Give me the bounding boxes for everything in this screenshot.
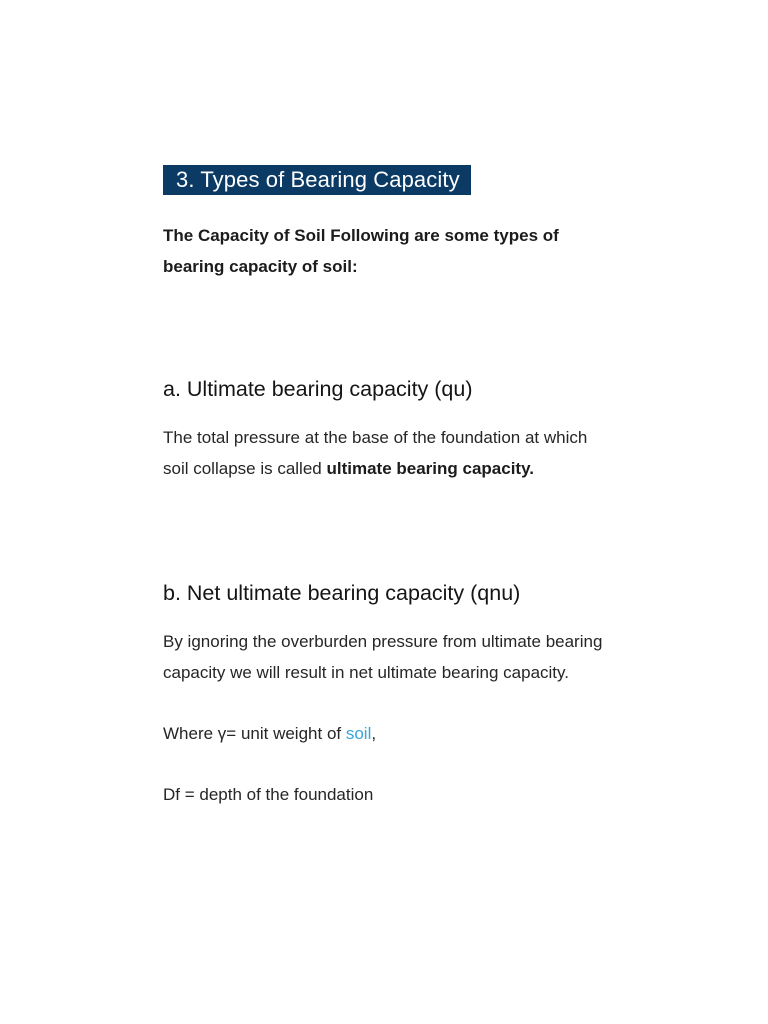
df-line: Df = depth of the foundation — [163, 785, 374, 804]
ultimate-bearing-text: The total pressure at the base of the foundation at which soil collapse is called — [163, 428, 588, 478]
ultimate-bearing-paragraph — [163, 422, 613, 484]
net-ultimate-bearing-heading: b. Net ultimate bearing capacity (qnu) — [163, 581, 521, 605]
net-ultimate-bearing-paragraph: By ignoring the overburden pressure from ultimate bearing capacity we will result in net ultimate bearing capacity. — [163, 632, 603, 682]
article-content — [163, 165, 613, 810]
where-line — [163, 718, 613, 749]
section-title: 3. Types of Bearing Capacity — [163, 165, 471, 195]
soil-link[interactable]: soil — [345, 724, 372, 743]
section-intro: The Capacity of Soil Following are some types of bearing capacity of soil: — [163, 226, 559, 276]
where-prefix: Where γ= unit weight of — [163, 724, 346, 743]
ultimate-bearing-bold: ultimate bearing capacity. — [326, 459, 534, 478]
where-suffix: , — [371, 724, 377, 743]
ultimate-bearing-heading: a. Ultimate bearing capacity (qu) — [163, 377, 473, 401]
